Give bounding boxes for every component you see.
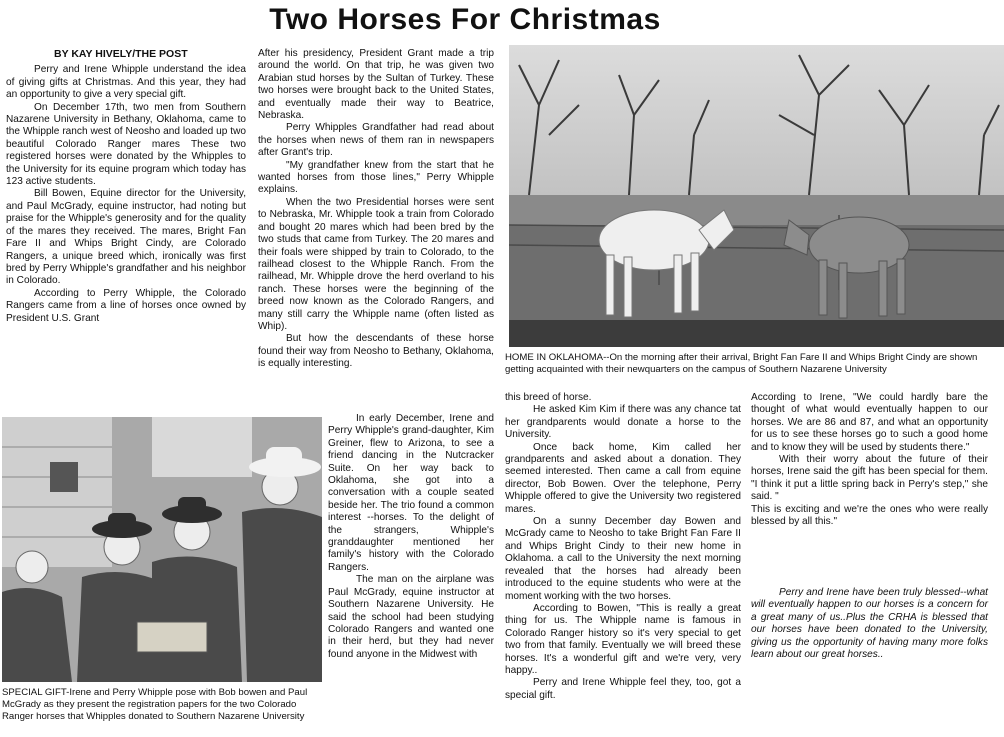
- paragraph: With their worry about the future of their horses, Irene said the gift has been special for them. "I think it put a little spring back in Perry's step," she said. ": [751, 454, 988, 503]
- paragraph: According to Perry Whipple, the Colorado Rangers came from a line of horses once owned by President U.S. Grant: [6, 287, 246, 324]
- article-column-1: [6, 48, 246, 325]
- paragraph: Perry and Irene Whipple understand the idea of giving gifts at Christmas. And this year, they had an opportunity to give a very special gift.: [6, 64, 246, 101]
- paragraph: According to Irene, "We could hardly bare the thought of what would eventually happen to our horses. We are 86 and 87, and what an opportunity for us to see these horses go to such a good home and to know they will be used by students there.": [751, 392, 988, 453]
- paragraph: Perry and Irene Whipple feel they, too, got a special gift.: [505, 677, 741, 701]
- people-photo: [2, 417, 322, 682]
- byline: BY KAY HIVELY/THE POST: [54, 48, 188, 60]
- paragraph: The man on the airplane was Paul McGrady, equine instructor at Southern Nazarene University. He said the school had been studying Colorado Rangers and wanted one in their herd, but they had never found anyone in the Midwest with: [328, 574, 494, 660]
- paragraph: He asked Kim Kim if there was any chance tat her grandparents would donate a horse to the University.: [505, 404, 741, 441]
- paragraph: Perry Whipples Grandfather had read about the horses when news of them ran in newspapers after Grant's trip.: [258, 122, 494, 159]
- horses-photo-image: [509, 45, 1004, 347]
- paragraph: After his presidency, President Grant made a trip around the world. On that trip, he was given two Arabian stud horses by the Sultan of Turkey. These two horses were brought back to the United States, and eventually made their way to Beatrice, Nebraska.: [258, 48, 494, 122]
- article-column-4-closing: [751, 587, 988, 661]
- article-column-3: [505, 392, 741, 702]
- horses-photo-caption: HOME IN OKLAHOMA--On the morning after their arrival, Bright Fan Fare II and Whips Bright Cindy are shown getting acquainted with their newquarters on the campus of Southern Nazarene University: [505, 352, 978, 375]
- people-photo-caption: SPECIAL GIFT-Irene and Perry Whipple pose with Bob bowen and Paul McGrady as they present the registration papers for the two Colorado Ranger horses that Whipples donated to Southern Nazarene University: [2, 687, 308, 722]
- horses-photo: [509, 45, 1004, 347]
- article-column-2b: [328, 413, 494, 661]
- paragraph: This is exciting and we're the ones who were really blessed by all this.": [751, 503, 988, 528]
- paragraph: According to Bowen, "This is really a great thing for us. The Whipple name is famous in Colorado Ranger history so it's very special to get two from that family. Eventually we will breed these horses. It's a wonderful gift and we're very, very happy..: [505, 602, 741, 676]
- paragraph: Once back home, Kim called her grandparents and asked about a donation. They seemed interested. Then came a call from equine director, Bob Bowen. Over the telephone, Perry Whipple offered to give the University two registered mares.: [505, 441, 741, 515]
- paragraph: In early December, Irene and Perry Whipple's grand-daughter, Kim Greiner, flew to Arizona, to see a friend dancing in the Nutcracker Suite. On her way back to Oklahoma, she got into a conversation with a couple seated beside her. The trio found a common interest --horses. To the delight of the strangers, Whipple's granddaughter mentioned her family's history with the Colorado Rangers.: [328, 413, 494, 573]
- paragraph: "My grandfather knew from the start that he wanted horses from those lines," Perry Whipple explains.: [258, 159, 494, 196]
- headline: Two Horses For Christmas: [269, 3, 661, 36]
- people-photo-image: [2, 417, 322, 682]
- italic-note: Perry and Irene have been truly blessed--what will eventually happen to our horses is a concern for a great many of us..Plus the CRHA is blessed that our horses have been donated to the University, giving us the opportunity of having many more folks learn about our great horses..: [751, 587, 988, 661]
- paragraph: But how the descendants of these horse found their way from Neosho to Bethany, Oklahoma, is equally interesting.: [258, 333, 494, 370]
- paragraph: When the two Presidential horses were sent to Nebraska, Mr. Whipple took a train from Colorado and bought 20 mares which had been bred by the two studs that came from Turkey. The 20 mares and their foals were shipped by train to Colorado, to the railhead closest to the Whipple Ranch. From the railhead, Mr. Whipple drove the herd overland to his ranch. These horses were the beginning of the breed now known as the Colorado Rangers, and many still carry the Whipple name (often listed as Whip).: [258, 196, 494, 332]
- paragraph: On December 17th, two men from Southern Nazarene University in Bethany, Oklahoma, came to the Whipple ranch west of Neosho and loaded up two beautiful Colorado Ranger mares These two registered horses were donated by the Whipples to the University for its equine program which today has 123 active students.: [6, 101, 246, 188]
- article-column-4: [751, 392, 988, 528]
- article-column-2: [258, 48, 494, 371]
- paragraph: this breed of horse.: [505, 392, 592, 403]
- paragraph: On a sunny December day Bowen and McGrady came to Neosho to take Bright Fan Fare II and Whips Bright Cindy to their new home in Oklahoma. a call to the University the next morning revealed that the horses had already been introduced to the equine students who were at the moment working with the two horses.: [505, 516, 741, 602]
- paragraph: Bill Bowen, Equine director for the University, and Paul McGrady, equine instructor, had noting but praise for the Whipple's generosity and for the quality of the mares they received. The mares, Bright Fan Fare II and Whips Bright Cindy, are Colorado Rangers, a unique breed which, ironically was first bred by Perry Whipple's grandfather and his neighbor in Colorado.: [6, 188, 246, 287]
